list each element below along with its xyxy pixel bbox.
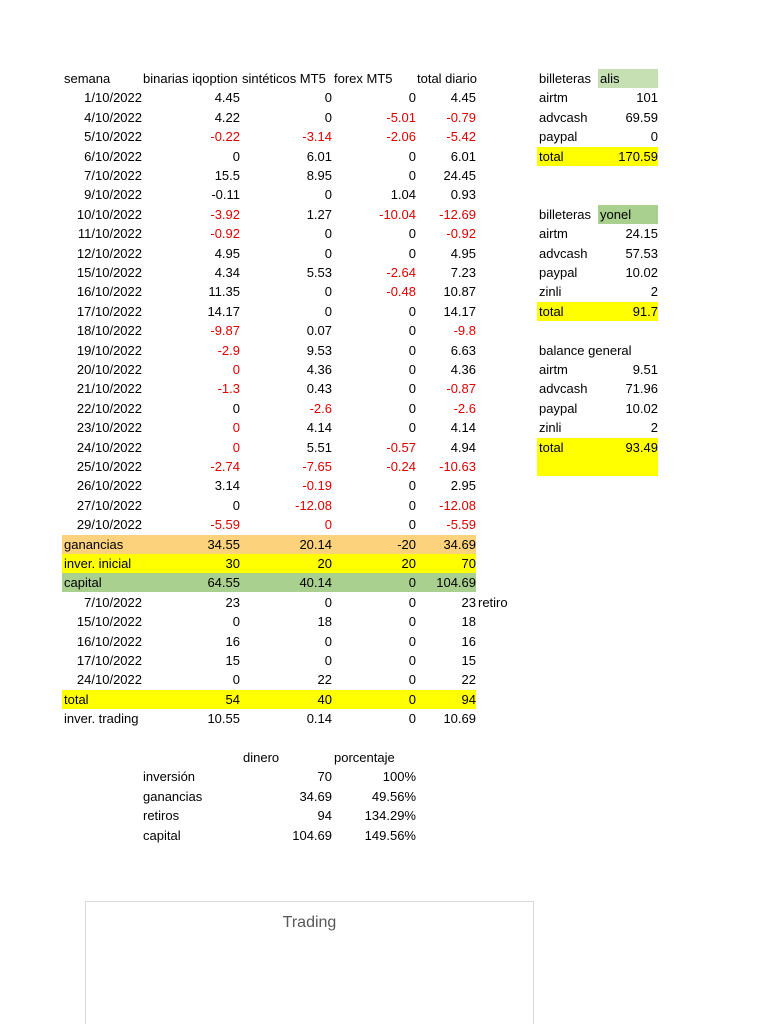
value-cell[interactable]: 10.55: [207, 711, 240, 727]
value-cell[interactable]: -1.3: [217, 381, 240, 397]
value-cell[interactable]: 22: [461, 672, 476, 688]
wallet-amount[interactable]: 69.59: [625, 109, 658, 125]
wallet-name[interactable]: advcash: [539, 109, 588, 125]
value-cell[interactable]: 0: [232, 672, 240, 688]
wallets_alis-total: [0, 147, 768, 166]
wallets_alis-header: [0, 69, 768, 88]
value-cell[interactable]: 4.36: [306, 362, 332, 377]
value-cell[interactable]: 4.36: [450, 362, 476, 377]
value-cell[interactable]: -2.9: [217, 342, 240, 358]
value-cell[interactable]: 1.27: [306, 206, 332, 222]
value-cell[interactable]: 4.45: [214, 90, 240, 106]
date-cell[interactable]: 29/10/2022: [76, 517, 142, 533]
wallet-row: [0, 263, 768, 282]
value-cell[interactable]: 0: [408, 575, 416, 591]
value-cell[interactable]: 4.95: [450, 245, 476, 261]
value-cell[interactable]: 18: [317, 614, 332, 630]
value-cell[interactable]: -10.63: [439, 459, 476, 474]
value-cell[interactable]: -10.04: [379, 206, 416, 222]
date-cell[interactable]: 25/10/2022: [76, 459, 142, 474]
value-cell[interactable]: -0.22: [210, 129, 240, 145]
value-cell[interactable]: -2.6: [309, 400, 332, 416]
date-cell[interactable]: 20/10/2022: [76, 362, 142, 377]
value-cell[interactable]: -12.69: [439, 206, 476, 222]
wallet-name[interactable]: advcash: [539, 245, 588, 261]
date-cell[interactable]: 24/10/2022: [76, 672, 142, 688]
value-cell[interactable]: 0: [408, 594, 416, 610]
wallet-name[interactable]: airtm: [539, 226, 568, 242]
chart-title: Trading: [282, 914, 337, 931]
value-cell[interactable]: 0: [324, 284, 332, 300]
value-cell[interactable]: 0: [408, 362, 416, 377]
value-cell[interactable]: 0: [408, 711, 416, 727]
wallet-row: [0, 399, 768, 418]
value-cell[interactable]: 4.95: [214, 245, 240, 261]
wallet-name[interactable]: paypal: [539, 400, 578, 416]
row-label[interactable]: retiros: [143, 808, 180, 824]
value-cell[interactable]: 34.69: [443, 536, 476, 552]
value-cell[interactable]: 8.95: [306, 168, 332, 183]
value-cell[interactable]: 0: [324, 633, 332, 649]
date-cell[interactable]: 19/10/2022: [76, 342, 142, 358]
value-cell[interactable]: 6.01: [450, 148, 476, 164]
date-cell[interactable]: 17/10/2022: [76, 303, 142, 319]
value-cell[interactable]: 24.45: [443, 168, 476, 183]
capital-row: [0, 573, 768, 592]
value-cell[interactable]: 14.17: [443, 303, 476, 319]
value-cell[interactable]: 22: [317, 672, 332, 688]
value-cell[interactable]: -0.48: [386, 284, 416, 300]
column-header[interactable]: sintéticos MT5: [242, 71, 326, 86]
row-label[interactable]: capital: [64, 575, 102, 591]
wallets_yonel-header: [0, 205, 768, 224]
value-cell[interactable]: 0: [408, 478, 416, 494]
value-cell[interactable]: 0: [408, 653, 416, 668]
wallet-row: [0, 127, 768, 146]
wallet-owner[interactable]: alis: [600, 71, 620, 86]
date-cell[interactable]: 6/10/2022: [84, 148, 142, 164]
wallet-name[interactable]: paypal: [539, 129, 578, 145]
wallet-row: [0, 224, 768, 243]
value-cell[interactable]: 14.17: [207, 303, 240, 319]
value-cell[interactable]: 20.14: [299, 536, 332, 552]
date-cell[interactable]: 21/10/2022: [76, 381, 142, 397]
value-cell[interactable]: 5.51: [306, 439, 332, 455]
value-cell[interactable]: -0.92: [210, 226, 240, 242]
value-cell[interactable]: 0.07: [306, 323, 332, 339]
retiro-row: [0, 651, 768, 670]
value-cell[interactable]: 104.69: [292, 827, 332, 843]
value-cell[interactable]: 0.43: [306, 381, 332, 397]
wallet-row: [0, 379, 768, 398]
table-row: [0, 457, 768, 476]
value-cell[interactable]: 0: [408, 148, 416, 164]
row-label[interactable]: inversión: [143, 769, 196, 785]
date-cell[interactable]: 15/10/2022: [76, 614, 142, 630]
value-cell[interactable]: 0: [408, 420, 416, 436]
wallet-row: [0, 282, 768, 301]
value-cell[interactable]: 64.55: [207, 575, 240, 591]
value-cell[interactable]: 0: [408, 633, 416, 649]
value-cell[interactable]: -0.24: [386, 459, 416, 474]
date-cell[interactable]: 10/10/2022: [76, 206, 142, 222]
value-cell[interactable]: 15.5: [214, 168, 240, 183]
value-cell[interactable]: 4.14: [450, 420, 476, 436]
value-cell[interactable]: 5.53: [306, 265, 332, 280]
value-cell[interactable]: 0.14: [306, 711, 332, 727]
summary-row: [0, 806, 768, 825]
wallet-owner[interactable]: yonel: [600, 206, 632, 222]
value-cell[interactable]: -5.59: [210, 517, 240, 533]
value-cell[interactable]: 30: [225, 556, 240, 571]
value-cell[interactable]: 6.63: [450, 342, 476, 358]
value-cell[interactable]: 11.35: [208, 284, 240, 300]
wallet-total-label[interactable]: total: [539, 439, 564, 455]
value-cell[interactable]: -5.01: [386, 109, 416, 125]
column-header[interactable]: forex MT5: [334, 71, 393, 86]
value-cell[interactable]: 0: [232, 497, 240, 513]
value-cell[interactable]: -0.79: [446, 109, 476, 125]
value-cell[interactable]: -3.14: [302, 129, 332, 145]
wallet-total-amount[interactable]: 93.49: [625, 439, 658, 455]
date-cell[interactable]: 17/10/2022: [76, 653, 142, 668]
table-row: [0, 185, 768, 204]
value-cell[interactable]: 0: [232, 362, 240, 377]
value-cell[interactable]: -0.19: [302, 478, 332, 494]
value-cell[interactable]: 15: [225, 653, 240, 668]
balance_general-total: [0, 438, 768, 457]
value-cell[interactable]: 10.69: [443, 711, 476, 727]
retiro-note[interactable]: retiro: [478, 594, 508, 610]
row-label[interactable]: inver. inicial: [64, 556, 132, 571]
value-cell[interactable]: 0: [324, 517, 332, 533]
date-cell[interactable]: 16/10/2022: [76, 633, 142, 649]
date-cell[interactable]: 7/10/2022: [84, 594, 142, 610]
value-cell[interactable]: 0: [408, 342, 416, 358]
table-row: [0, 496, 768, 515]
value-cell[interactable]: 20: [317, 556, 332, 571]
value-cell[interactable]: 104.69: [436, 575, 476, 591]
wallet-row: [0, 108, 768, 127]
value-cell[interactable]: -12.08: [295, 497, 332, 513]
wallet-amount[interactable]: 24.15: [625, 226, 658, 242]
value-cell[interactable]: 23: [461, 594, 476, 610]
value-cell[interactable]: 49.56%: [371, 788, 416, 804]
date-cell[interactable]: 11/10/2022: [77, 226, 142, 242]
value-cell[interactable]: 0: [408, 90, 416, 106]
date-cell[interactable]: 7/10/2022: [84, 168, 142, 183]
value-cell[interactable]: -2.64: [386, 265, 416, 280]
date-cell[interactable]: 18/10/2022: [76, 323, 142, 339]
value-cell[interactable]: -2.74: [210, 459, 240, 474]
wallet-name[interactable]: advcash: [539, 381, 588, 397]
wallet-name[interactable]: zinli: [539, 420, 562, 436]
trading-chart[interactable]: [85, 901, 534, 1024]
date-cell[interactable]: 15/10/2022: [76, 265, 142, 280]
date-cell[interactable]: 12/10/2022: [76, 245, 142, 261]
date-cell[interactable]: 26/10/2022: [76, 478, 142, 494]
ganancias-row: [0, 535, 768, 554]
value-cell[interactable]: -3.92: [210, 206, 240, 222]
wallet-name[interactable]: airtm: [539, 362, 568, 377]
value-cell[interactable]: 94: [461, 691, 476, 707]
wallet-amount[interactable]: 101: [636, 90, 658, 106]
value-cell[interactable]: 0: [324, 653, 332, 668]
value-cell[interactable]: 20: [401, 556, 416, 571]
value-cell[interactable]: -0.57: [386, 439, 416, 455]
wallet-total-label[interactable]: total: [539, 303, 564, 319]
date-cell[interactable]: 24/10/2022: [76, 439, 142, 455]
value-cell[interactable]: 0: [408, 168, 416, 183]
value-cell[interactable]: 2.95: [450, 478, 476, 494]
retiro-row: [0, 670, 768, 689]
wallets_yonel-total: [0, 302, 768, 321]
value-cell[interactable]: 70: [317, 769, 332, 785]
value-cell[interactable]: 1.04: [390, 187, 416, 203]
value-cell[interactable]: 4.34: [214, 265, 240, 280]
balance_general-header: [0, 341, 768, 360]
summary-header-row: [0, 748, 768, 767]
summary-row: [0, 826, 768, 845]
value-cell[interactable]: 0: [408, 497, 416, 513]
row-label[interactable]: ganancias: [143, 788, 203, 804]
value-cell[interactable]: 6.01: [306, 148, 332, 164]
value-cell[interactable]: 0: [324, 90, 332, 106]
value-cell[interactable]: 4.45: [450, 90, 476, 106]
value-cell[interactable]: 3.14: [214, 478, 240, 494]
value-cell[interactable]: 4.14: [306, 420, 332, 436]
wallet-amount[interactable]: 10.02: [625, 265, 658, 280]
value-cell[interactable]: 23: [225, 594, 240, 610]
inver-trading-row: [0, 709, 768, 728]
value-cell[interactable]: 0: [232, 614, 240, 630]
value-cell[interactable]: 18: [461, 614, 476, 630]
value-cell[interactable]: -20: [397, 536, 416, 552]
date-cell[interactable]: 4/10/2022: [84, 109, 142, 125]
value-cell[interactable]: 0: [408, 245, 416, 261]
date-cell[interactable]: 16/10/2022: [76, 284, 142, 300]
wallet-amount[interactable]: 2: [650, 420, 658, 436]
value-cell[interactable]: 15: [461, 653, 476, 668]
value-cell[interactable]: 0: [232, 439, 240, 455]
summary-row: [0, 767, 768, 786]
value-cell[interactable]: -2.06: [386, 129, 416, 145]
retiro-row: [0, 632, 768, 651]
date-cell[interactable]: 27/10/2022: [76, 497, 142, 513]
value-cell[interactable]: 4.22: [214, 109, 240, 125]
wallet-amount[interactable]: 0: [650, 129, 658, 145]
wallet-amount[interactable]: 2: [650, 284, 658, 300]
value-cell[interactable]: 0: [324, 226, 332, 242]
value-cell[interactable]: 0: [408, 226, 416, 242]
value-cell[interactable]: 0: [324, 109, 332, 125]
value-cell[interactable]: 0: [232, 148, 240, 164]
value-cell[interactable]: 0: [408, 517, 416, 533]
value-cell[interactable]: 0: [324, 187, 332, 203]
row-label[interactable]: ganancias: [64, 536, 124, 552]
wallet-title[interactable]: balance general: [539, 342, 632, 358]
table-row: [0, 476, 768, 495]
wallet-amount[interactable]: 10.02: [625, 400, 658, 416]
value-cell[interactable]: 0: [408, 614, 416, 630]
value-cell[interactable]: 0.93: [450, 187, 476, 203]
value-cell[interactable]: 0: [232, 400, 240, 416]
value-cell[interactable]: 0: [408, 691, 416, 707]
wallet-name[interactable]: airtm: [539, 90, 568, 106]
value-cell[interactable]: 0: [408, 672, 416, 688]
wallet-row: [0, 360, 768, 379]
value-cell[interactable]: -12.08: [439, 497, 476, 513]
wallet-row: [0, 88, 768, 107]
column-header[interactable]: porcentaje: [334, 750, 395, 765]
column-header[interactable]: total diario: [417, 71, 477, 86]
row-label[interactable]: inver. trading: [64, 711, 139, 727]
wallet-row: [0, 244, 768, 263]
row-label[interactable]: capital: [143, 827, 181, 843]
value-cell[interactable]: -7.65: [302, 459, 332, 474]
value-cell[interactable]: 4.94: [450, 439, 476, 455]
value-cell[interactable]: 94: [317, 808, 332, 824]
value-cell[interactable]: 10.87: [443, 284, 476, 300]
value-cell[interactable]: 0: [408, 303, 416, 319]
value-cell[interactable]: 0: [324, 245, 332, 261]
row-label[interactable]: total: [64, 691, 89, 707]
value-cell[interactable]: -0.92: [446, 226, 476, 242]
date-cell[interactable]: 1/10/2022: [84, 90, 142, 106]
value-cell[interactable]: 134.29%: [364, 808, 416, 824]
value-cell[interactable]: -9.87: [210, 323, 240, 339]
value-cell[interactable]: 0: [408, 400, 416, 416]
value-cell[interactable]: 34.55: [207, 536, 240, 552]
retiros-total-row: [0, 690, 768, 709]
value-cell[interactable]: 0: [324, 303, 332, 319]
wallet-amount[interactable]: 57.53: [625, 245, 658, 261]
value-cell[interactable]: 100%: [382, 769, 416, 785]
wallet-title[interactable]: billeteras: [539, 206, 592, 222]
date-cell[interactable]: 22/10/2022: [76, 400, 142, 416]
value-cell[interactable]: -5.59: [446, 517, 476, 533]
value-cell[interactable]: -0.11: [211, 187, 240, 203]
wallet-total-label[interactable]: total: [539, 148, 564, 164]
table-row: [0, 321, 768, 340]
wallet-name[interactable]: paypal: [539, 265, 578, 280]
value-cell[interactable]: 70: [461, 556, 476, 571]
wallet-total-amount[interactable]: 170.59: [618, 148, 658, 164]
table-row: [0, 166, 768, 185]
column-header[interactable]: dinero: [243, 750, 280, 765]
date-cell[interactable]: 23/10/2022: [76, 420, 142, 436]
value-cell[interactable]: 16: [461, 633, 476, 649]
value-cell[interactable]: 7.23: [450, 265, 476, 280]
value-cell[interactable]: -9.8: [453, 323, 476, 339]
date-cell[interactable]: 9/10/2022: [84, 187, 142, 203]
retiro-row: [0, 593, 768, 612]
value-cell[interactable]: 34.69: [299, 788, 332, 804]
value-cell[interactable]: -5.42: [446, 129, 476, 145]
value-cell[interactable]: 0: [408, 381, 416, 397]
summary-row: [0, 787, 768, 806]
wallet-title[interactable]: billeteras: [539, 71, 592, 86]
value-cell[interactable]: 16: [225, 633, 240, 649]
date-cell[interactable]: 5/10/2022: [84, 129, 142, 145]
column-header[interactable]: semana: [64, 71, 111, 86]
value-cell[interactable]: 149.56%: [364, 827, 416, 843]
value-cell[interactable]: 40: [317, 691, 332, 707]
wallet-amount[interactable]: 9.51: [632, 362, 658, 377]
wallet-name[interactable]: zinli: [539, 284, 562, 300]
wallet-total-amount[interactable]: 91.7: [632, 303, 658, 319]
column-header[interactable]: binarias iqoption: [143, 71, 238, 86]
value-cell[interactable]: 54: [225, 691, 240, 707]
value-cell[interactable]: 40.14: [299, 575, 332, 591]
wallet-amount[interactable]: 71.96: [625, 381, 658, 397]
retiro-row: [0, 612, 768, 631]
value-cell[interactable]: 0: [232, 420, 240, 436]
value-cell[interactable]: 9.53: [306, 342, 332, 358]
value-cell[interactable]: 0: [324, 594, 332, 610]
value-cell[interactable]: 0: [408, 323, 416, 339]
inver-inicial-row: [0, 554, 768, 573]
table-row: [0, 515, 768, 534]
value-cell[interactable]: -0.87: [446, 381, 476, 397]
value-cell[interactable]: -2.6: [453, 400, 476, 416]
wallet-row: [0, 418, 768, 437]
